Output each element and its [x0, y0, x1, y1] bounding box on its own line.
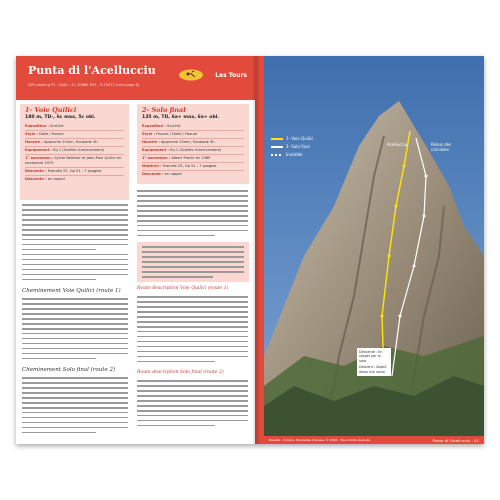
route2-grade: 135 m, TD, 6a+ max, 6a+ obl. [142, 115, 220, 120]
legend-item: 1- Voie Quilici [271, 136, 311, 144]
route1-field: Exposition : Sud-Est [25, 124, 64, 128]
route2-field: Exposition : Sud-Est [142, 124, 181, 128]
footer-page-number: Punta di l'Acellucciu - 41 [432, 437, 479, 443]
climber-logo-icon [176, 68, 206, 82]
route1-approach-text [22, 298, 128, 363]
summit-label: Acellucciu [387, 142, 408, 147]
route2-field: Matériel : Francée 25, Gp 51 - 7 spagles [142, 164, 217, 168]
route2-description-text [137, 380, 248, 430]
route-topo-photo [264, 56, 484, 444]
route1-field: Descente : en rappel [25, 177, 65, 181]
book-gutter [252, 56, 260, 444]
route1-field: Equipement : Eq 1 (Scellés d'anniversaire) [25, 148, 105, 152]
route2-info-box [137, 104, 249, 184]
route2-description-heading: Route description Solo final (route 2) [137, 370, 224, 375]
intro-text-fr [22, 204, 128, 284]
right-page [255, 56, 484, 444]
page-title: Punta di l'Acellucciu [28, 64, 156, 77]
route2-field: Descente : en rappel [142, 172, 182, 176]
route1-field: 1° ascension : Sylvie Bellivier et Jean-Paul Quilici en novembre 1979 [25, 156, 122, 165]
intro-text-en [137, 190, 248, 240]
legend-item: Invisible [271, 152, 311, 160]
route1-grade: 180 m, TD-, 6c max, 5c obl. [25, 115, 96, 120]
route2-field: Horaire : Approche 25min, Escalade 3h [142, 140, 215, 144]
route1-title: 1- Voie Quilici [25, 106, 77, 114]
route2-field: 1° ascension : Albert Prechi en 1989 [142, 156, 211, 160]
book-spread [16, 56, 484, 444]
footer-copyright: Bavella - Corsica. Escalades choisies. © 2020 - Tous droits réservés [269, 438, 371, 442]
route1-field: Style : Dalle / fissure [25, 132, 64, 136]
route1-description-text [137, 296, 248, 366]
region-label: Les Tours [215, 72, 247, 79]
route2-field: Equipement : Eq 1 (Scellés d'anniversaire) [142, 148, 222, 152]
left-page [16, 56, 255, 444]
route1-approach-heading: Cheminement Voie Quilici (route 1) [22, 288, 121, 294]
route-legend [271, 136, 314, 160]
belay-label: Relais des carnioles [431, 142, 452, 152]
route2-field: Style : Fissure / Dalle / Fissure [142, 132, 198, 136]
legend-item: 2- Solo final [271, 144, 311, 152]
route1-field: Horaire : Approche 25min, Escalade 3h [25, 140, 98, 144]
route1-field: Descente : Francée 25, Gp 51 - 7 spagles [25, 169, 102, 173]
route1-info-box [20, 104, 129, 200]
page-footer [264, 436, 484, 444]
route1-description-heading: Route description Voie Quilici (route 1) [137, 286, 229, 291]
descent-note: Descente : En rappel par la voie. Descent : Abseil down the route. [357, 348, 391, 376]
gps-info: GPS parking P1 : N/A0 - 41.70880 E07 - 9.22472 (voir page 6) [28, 83, 140, 87]
route2-title: 2- Solo final [142, 106, 186, 114]
page-header [16, 56, 255, 100]
approach-en-box [137, 242, 249, 282]
route2-approach-heading: Cheminement Solo final (route 2) [22, 367, 116, 373]
route2-approach-text [22, 377, 128, 437]
